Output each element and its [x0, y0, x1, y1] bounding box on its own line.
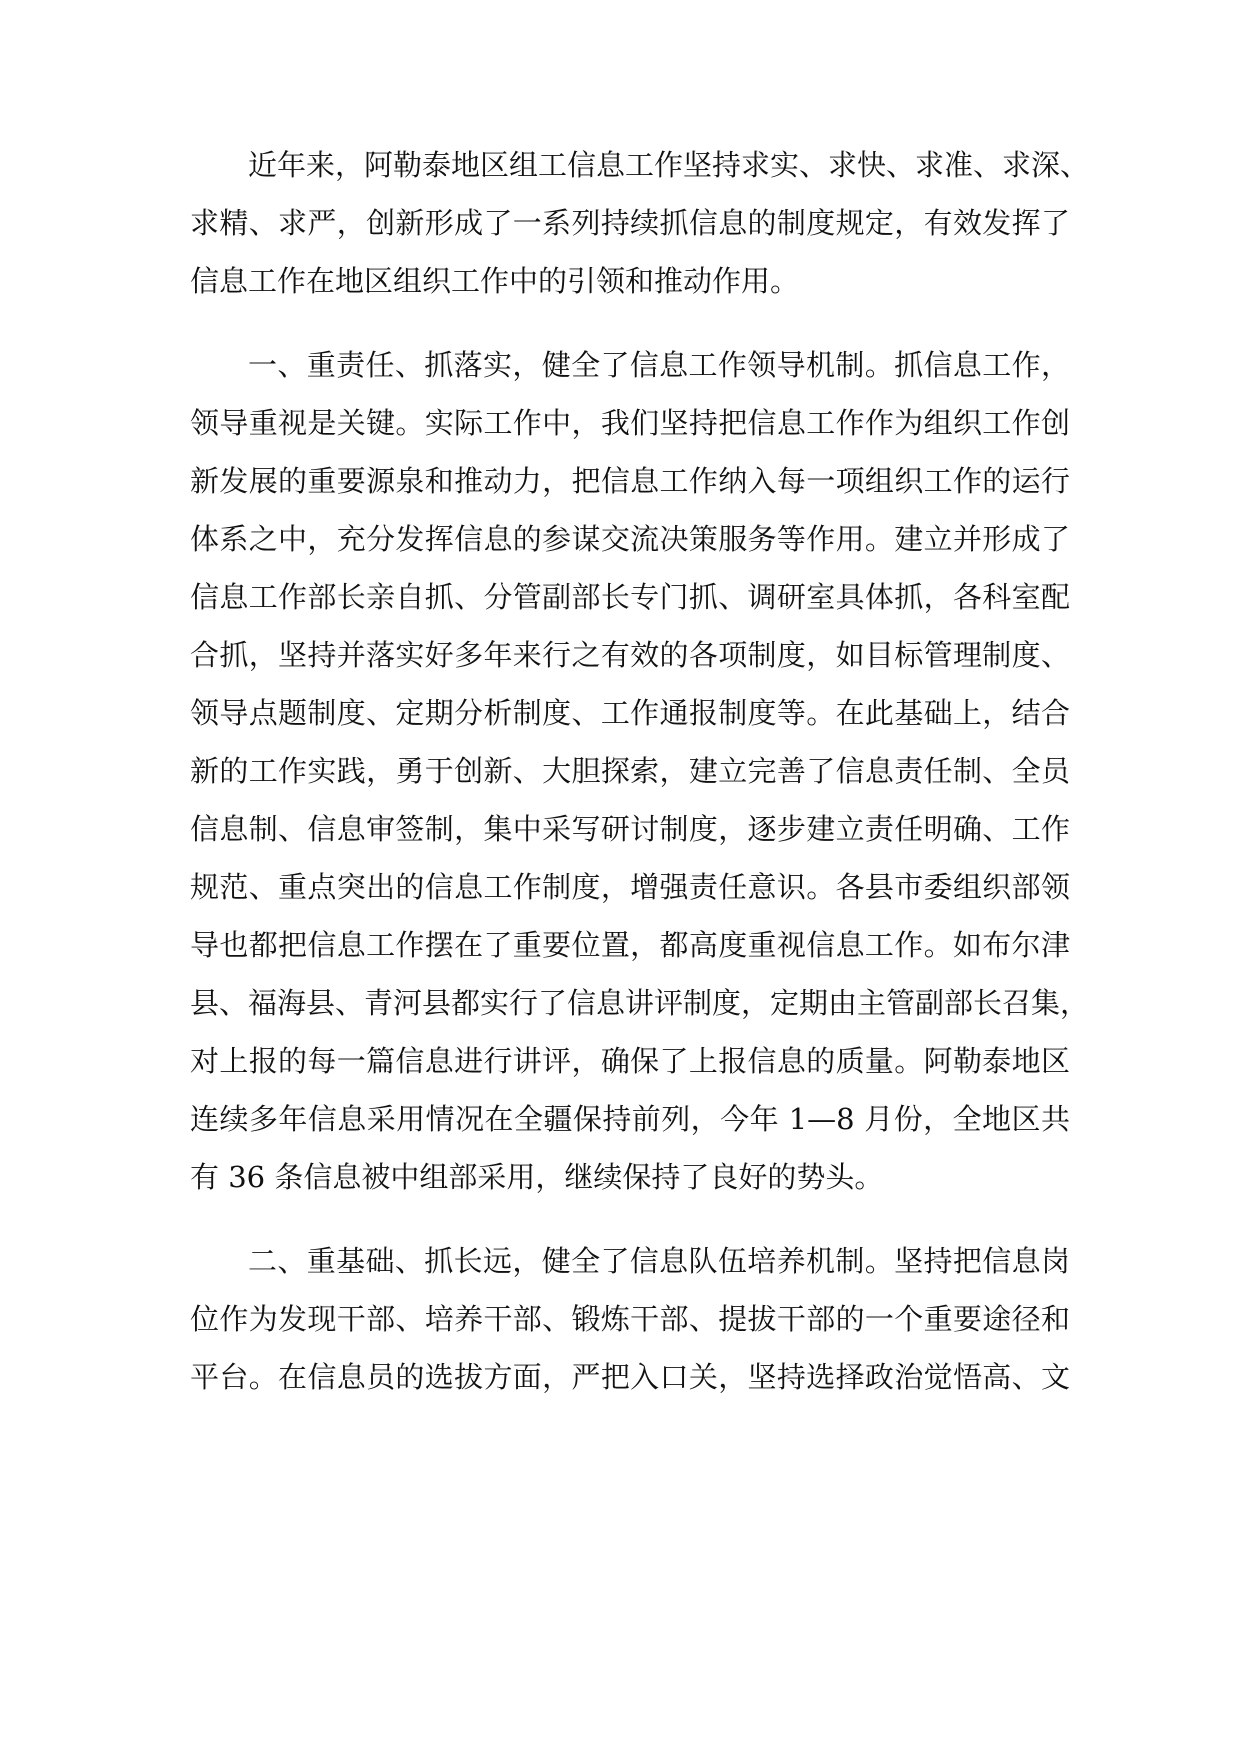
text-line: 求精、求严，创新形成了一系列持续抓信息的制度规定，有效发挥了 — [190, 206, 1070, 240]
text-line: 有 36 条信息被中组部采用，继续保持了良好的势头。 — [190, 1160, 884, 1194]
text-line: 体系之中，充分发挥信息的参谋交流决策服务等作用。建立并形成了 — [190, 522, 1070, 556]
text-line: 位作为发现干部、培养干部、锻炼干部、提拔干部的一个重要途径和 — [190, 1302, 1070, 1336]
text-line: 县、福海县、青河县都实行了信息讲评制度，定期由主管副部长召集， — [190, 986, 1090, 1020]
text-line: 领导点题制度、定期分析制度、工作通报制度等。在此基础上，结合 — [190, 696, 1070, 730]
text-line: 合抓，坚持并落实好多年来行之有效的各项制度，如目标管理制度、 — [190, 638, 1070, 672]
text-line: 信息制、信息审签制，集中采写研讨制度，逐步建立责任明确、工作 — [190, 812, 1070, 846]
text-line: 对上报的每一篇信息进行讲评，确保了上报信息的质量。阿勒泰地区 — [190, 1044, 1070, 1078]
text-line: 信息工作部长亲自抓、分管副部长专门抓、调研室具体抓，各科室配 — [190, 580, 1070, 614]
text-line: 一、重责任、抓落实，健全了信息工作领导机制。抓信息工作， — [248, 348, 1070, 382]
text-line: 领导重视是关键。实际工作中，我们坚持把信息工作作为组织工作创 — [190, 406, 1070, 440]
text-line: 新的工作实践，勇于创新、大胆探索，建立完善了信息责任制、全员 — [190, 754, 1070, 788]
text-line: 二、重基础、抓长远，健全了信息队伍培养机制。坚持把信息岗 — [248, 1244, 1070, 1278]
text-line: 导也都把信息工作摆在了重要位置，都高度重视信息工作。如布尔津 — [190, 928, 1070, 962]
text-line: 近年来，阿勒泰地区组工信息工作坚持求实、求快、求准、求深、 — [248, 148, 1090, 182]
text-line: 信息工作在地区组织工作中的引领和推动作用。 — [190, 264, 800, 298]
text-line: 新发展的重要源泉和推动力，把信息工作纳入每一项组织工作的运行 — [190, 464, 1070, 498]
text-line: 平台。在信息员的选拔方面，严把入口关，坚持选择政治觉悟高、文 — [190, 1360, 1070, 1394]
text-line: 规范、重点突出的信息工作制度，增强责任意识。各县市委组织部领 — [190, 870, 1070, 904]
text-line: 连续多年信息采用情况在全疆保持前列，今年 1—8 月份，全地区共 — [190, 1102, 1070, 1136]
